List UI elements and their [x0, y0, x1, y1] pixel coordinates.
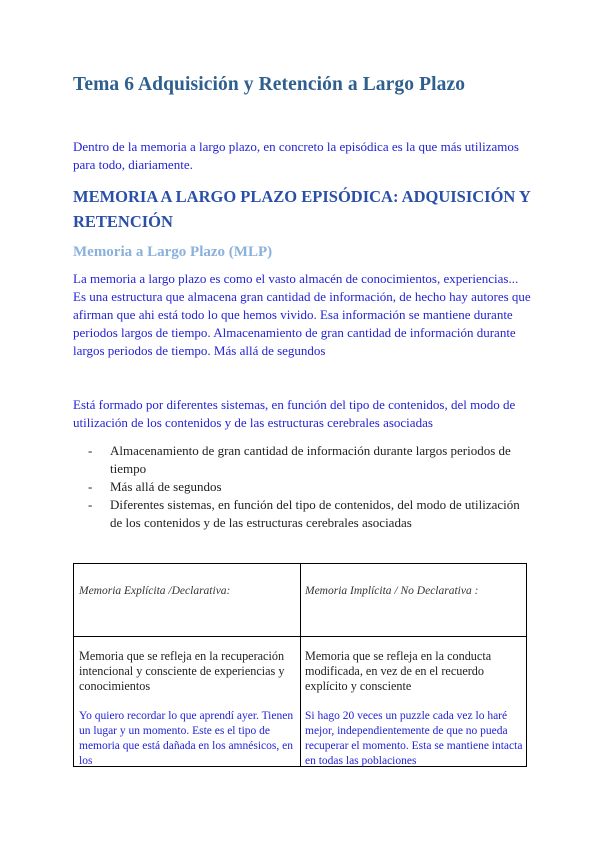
- explicit-memory-definition: Memoria que se refleja en la recuperación intencional y consciente de experiencias y conocimientos: [79, 649, 285, 693]
- list-item-text: Más allá de segundos: [110, 479, 222, 494]
- implicit-memory-header: Memoria Implícita / No Declarativa :: [305, 585, 479, 597]
- explicit-memory-example: Yo quiero recordar lo que aprendí ayer. Tienen un lugar y un momento. Este es el tipo de memoria que está dañada en los amnésicos, en los: [79, 710, 294, 767]
- intro-paragraph: Dentro de la memoria a largo plazo, en concreto la episódica es la que más utilizamos para todo, diariamente.: [73, 139, 519, 172]
- table-column-divider: [300, 564, 301, 766]
- section-heading: MEMORIA A LARGO PLAZO EPISÓDICA: ADQUISICIÓN Y RETENCIÓN: [73, 187, 531, 231]
- systems-paragraph: Está formado por diferentes sistemas, en función del tipo de contenidos, del modo de utilización de los contenidos y de las estructuras cerebrales asociadas: [73, 397, 516, 430]
- subsection-heading: Memoria a Largo Plazo (MLP): [73, 244, 273, 260]
- implicit-memory-definition: Memoria que se refleja en la conducta modificada, en vez de en el recuerdo explícito y consciente: [305, 649, 492, 693]
- memory-types-table: [73, 563, 527, 767]
- dash-bullet-icon: -: [88, 479, 93, 494]
- list-item: [88, 442, 533, 478]
- page-title: Tema 6 Adquisición y Retención a Largo Plazo: [73, 74, 466, 95]
- list-item-text: Almacenamiento de gran cantidad de información durante largos periodos de tiempo: [110, 443, 511, 476]
- list-item: [88, 496, 533, 532]
- table-row-divider: [74, 636, 526, 637]
- dash-bullet-icon: -: [88, 443, 93, 458]
- explicit-memory-header: Memoria Explícita /Declarativa:: [79, 585, 231, 597]
- list-item-text: Diferentes sistemas, en función del tipo de contenidos, del modo de utilización de los contenidos y de las estructuras cerebrales asociadas: [110, 497, 520, 530]
- implicit-memory-example: Si hago 20 veces un puzzle cada vez lo haré mejor, independientemente de que no pueda recuperar el momento. Esta se mantiene intacta en todas las poblaciones: [305, 710, 523, 767]
- list-item: [88, 478, 533, 496]
- dash-bullet-icon: -: [88, 497, 93, 512]
- bullet-list: [88, 442, 533, 532]
- mlp-description-paragraph: La memoria a largo plazo es como el vasto almacén de conocimientos, experiencias... Es una estructura que almacena gran cantidad de información, de hecho hay autores que afirman que ahi está todo lo que hemos vivido. Esa información se mantiene durante periodos largos de tiempo. Almacenamiento de gran cantidad de información durante largos periodos de tiempo. Más allá de segundos: [73, 271, 531, 358]
